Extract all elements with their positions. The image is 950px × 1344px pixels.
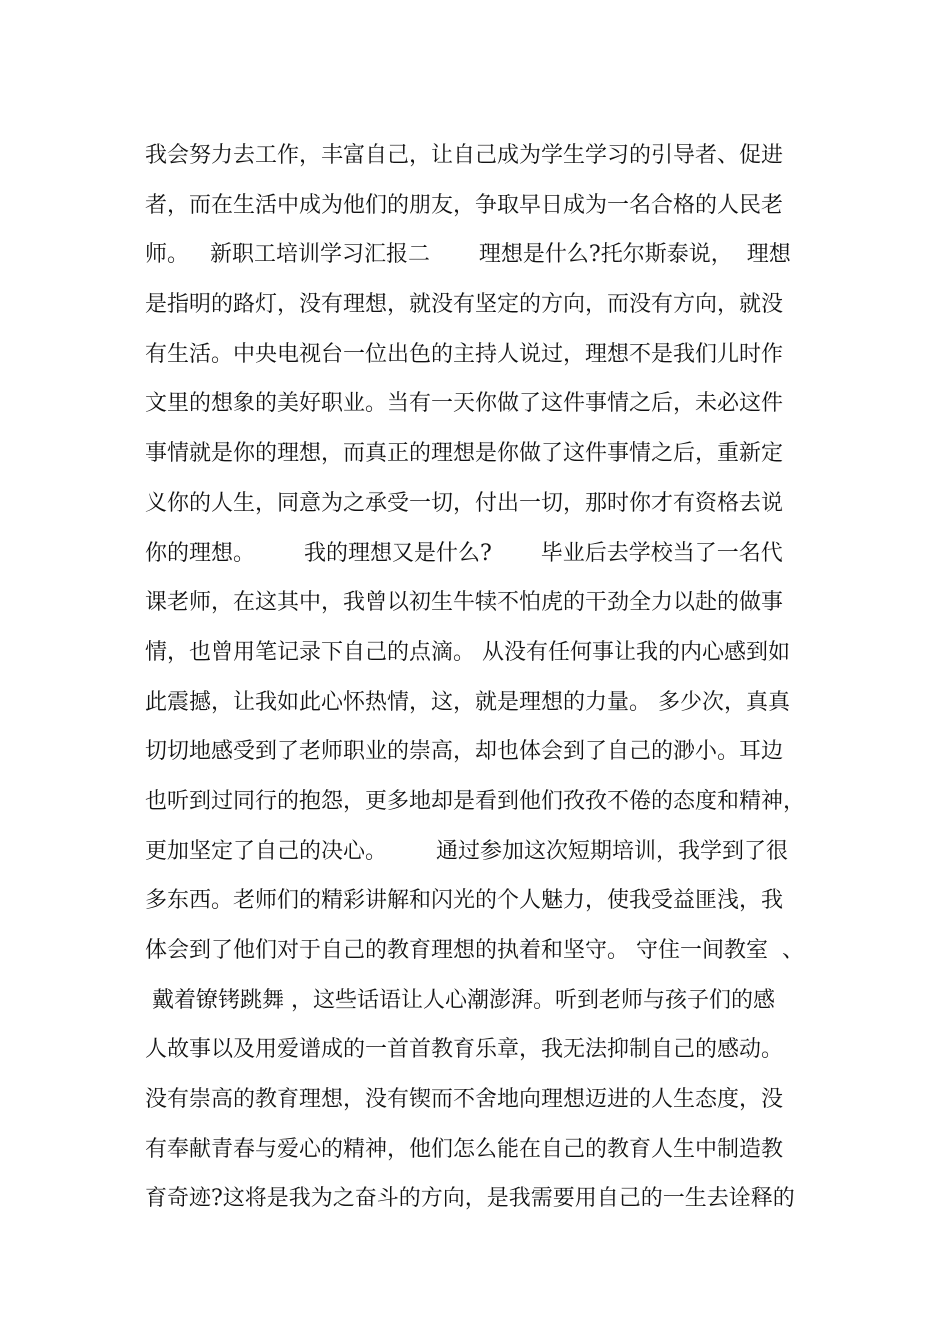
text-line-20: 没有崇高的教育理想，没有锲而不舍地向理想迈进的人生态度，没 — [145, 1087, 784, 1113]
text-line-1: 我会努力去工作，丰富自己，让自己成为学生学习的引导者、促进 — [145, 143, 784, 168]
text-line-19: 人故事以及用爱谱成的一首首教育乐章，我无法抑制自己的感动。 — [145, 1037, 784, 1063]
text-line-4: 是指明的路灯，没有理想，就没有坚定的方向，而没有方向，就没 — [145, 292, 784, 318]
text-line-14: 也听到过同行的抱怨，更多地却是看到他们孜孜不倦的态度和精神， — [145, 788, 806, 814]
text-line-7: 事情就是你的理想，而真正的理想是你做了这件事情之后，重新定 — [145, 441, 784, 467]
text-line-6: 文里的想象的美好职业。当有一天你做了这件事情之后，未必这件 — [145, 391, 784, 417]
text-line-8: 义你的人生，同意为之承受一切，付出一切，那时你才有资格去说 — [145, 490, 784, 516]
text-line-3: 师。 新职工培训学习汇报二 理想是什么?托尔斯泰说， 理想 — [145, 242, 791, 268]
text-line-17: 体会到了他们对于自己的教育理想的执着和坚守。 守住一间教室 、 — [145, 938, 804, 963]
text-line-18: 戴着镣铐跳舞 ，这些话语让人心潮澎湃。听到老师与孩子们的感 — [145, 987, 775, 1013]
text-line-9: 你的理想。 我的理想又是什么? 毕业后去学校当了一名代 — [145, 540, 783, 566]
text-line-11: 情，也曾用笔记录下自己的点滴。 从没有任何事让我的内心感到如 — [145, 639, 790, 665]
text-line-12: 此震撼，让我如此心怀热情，这，就是理想的力量。 多少次，真真 — [145, 689, 790, 715]
text-line-16: 多东西。老师们的精彩讲解和闪光的个人魅力，使我受益匪浅，我 — [145, 888, 784, 914]
text-line-2: 者，而在生活中成为他们的朋友，争取早日成为一名合格的人民老 — [145, 192, 784, 218]
body-text — [145, 131, 810, 1224]
text-line-22: 育奇迹?这将是我为之奋斗的方向，是我需要用自己的一生去诠释的 — [145, 1186, 795, 1212]
text-line-15: 更加坚定了自己的决心。 通过参加这次短期培训，我学到了很 — [145, 838, 788, 864]
text-line-10: 课老师，在这其中，我曾以初生牛犊不怕虎的干劲全力以赴的做事 — [145, 590, 784, 616]
text-line-21: 有奉献青春与爱心的精神，他们怎么能在自己的教育人生中制造教 — [145, 1136, 784, 1162]
text-line-5: 有生活。中央电视台一位出色的主持人说过，理想不是我们儿时作 — [145, 341, 784, 367]
text-line-13: 切切地感受到了老师职业的崇高，却也体会到了自己的渺小。耳边 — [145, 739, 784, 765]
